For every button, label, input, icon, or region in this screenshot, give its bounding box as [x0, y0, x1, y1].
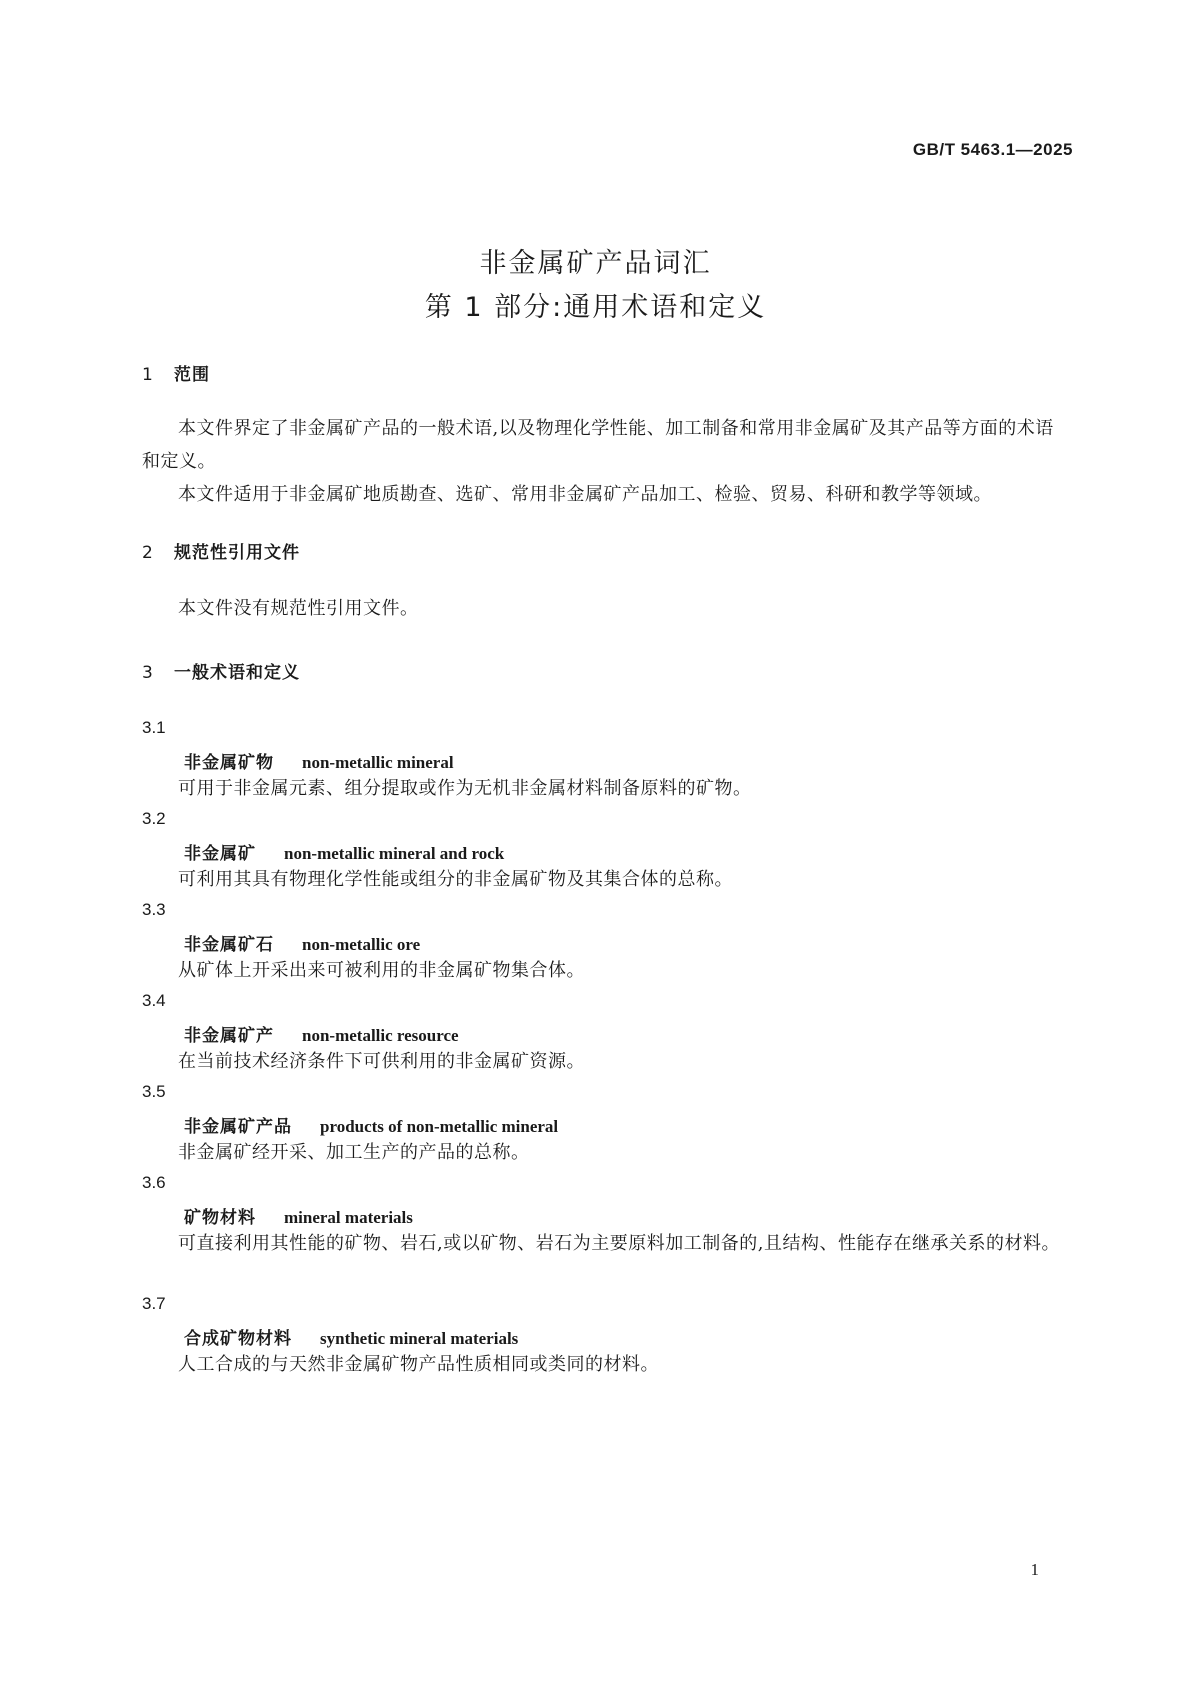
section-title: 范围	[174, 365, 210, 385]
term-number: 3.2	[142, 809, 166, 828]
title-line-1: 非金属矿产品词汇	[479, 248, 712, 279]
term-number: 3.1	[142, 718, 166, 737]
term-number: 3.5	[142, 1082, 166, 1101]
term-english: non-metallic mineral	[302, 753, 454, 772]
term-number: 3.7	[142, 1294, 166, 1313]
term-chinese: 非金属矿物	[184, 753, 274, 773]
term-entry	[184, 930, 420, 955]
term-entry	[184, 748, 454, 773]
standard-code: GB/T 5463.1—2025	[912, 140, 1073, 159]
term-english: synthetic mineral materials	[320, 1329, 519, 1348]
term-english: mineral materials	[284, 1208, 413, 1227]
term-entry	[184, 1203, 413, 1228]
term-entry	[184, 839, 504, 864]
term-number: 3.6	[142, 1173, 166, 1192]
section-heading-normative-references	[142, 538, 300, 563]
term-chinese: 非金属矿	[184, 844, 256, 864]
page-number: 1	[1030, 1560, 1039, 1579]
section-heading-scope	[142, 360, 210, 385]
section-number: 1	[142, 365, 154, 385]
term-definition: 可利用其具有物理化学性能或组分的非金属矿物及其集合体的总称。	[178, 869, 733, 890]
scope-paragraph-1: 本文件界定了非金属矿产品的一般术语,以及物理化学性能、加工制备和常用非金属矿及其产品等方面的术语和定义。	[142, 418, 1054, 472]
term-entry	[184, 1324, 518, 1349]
term-definition: 在当前技术经济条件下可供利用的非金属矿资源。	[178, 1051, 585, 1072]
term-definition: 人工合成的与天然非金属矿物产品性质相同或类同的材料。	[178, 1354, 659, 1375]
scope-paragraph-2: 本文件适用于非金属矿地质勘查、选矿、常用非金属矿产品加工、检验、贸易、科研和教学等领域。	[178, 484, 992, 505]
normative-references-paragraph: 本文件没有规范性引用文件。	[178, 598, 419, 619]
term-definition: 非金属矿经开采、加工生产的产品的总称。	[178, 1142, 530, 1163]
term-chinese: 合成矿物材料	[184, 1329, 292, 1349]
term-number: 3.4	[142, 991, 166, 1010]
section-title: 一般术语和定义	[174, 663, 300, 683]
section-number: 3	[142, 663, 154, 683]
term-english: non-metallic ore	[302, 935, 421, 954]
section-title: 规范性引用文件	[174, 543, 300, 563]
term-definition: 可直接利用其性能的矿物、岩石,或以矿物、岩石为主要原料加工制备的,且结构、性能存在继承关系的材料。	[178, 1233, 1060, 1254]
term-english: non-metallic mineral and rock	[284, 844, 505, 863]
term-chinese: 非金属矿产品	[184, 1117, 292, 1137]
term-chinese: 非金属矿石	[184, 935, 274, 955]
term-number: 3.3	[142, 900, 166, 919]
term-chinese: 非金属矿产	[184, 1026, 274, 1046]
section-heading-general-terms	[142, 658, 300, 683]
term-definition: 从矿体上开采出来可被利用的非金属矿物集合体。	[178, 960, 585, 981]
title-line-2: 第 1 部分:通用术语和定义	[424, 292, 767, 323]
term-definition: 可用于非金属元素、组分提取或作为无机非金属材料制备原料的矿物。	[178, 778, 752, 799]
section-number: 2	[142, 543, 154, 563]
term-english: products of non-metallic mineral	[320, 1117, 559, 1136]
term-chinese: 矿物材料	[184, 1208, 256, 1228]
term-entry	[184, 1021, 459, 1046]
document-title	[0, 242, 1191, 330]
term-english: non-metallic resource	[302, 1026, 459, 1045]
term-entry	[184, 1112, 558, 1137]
